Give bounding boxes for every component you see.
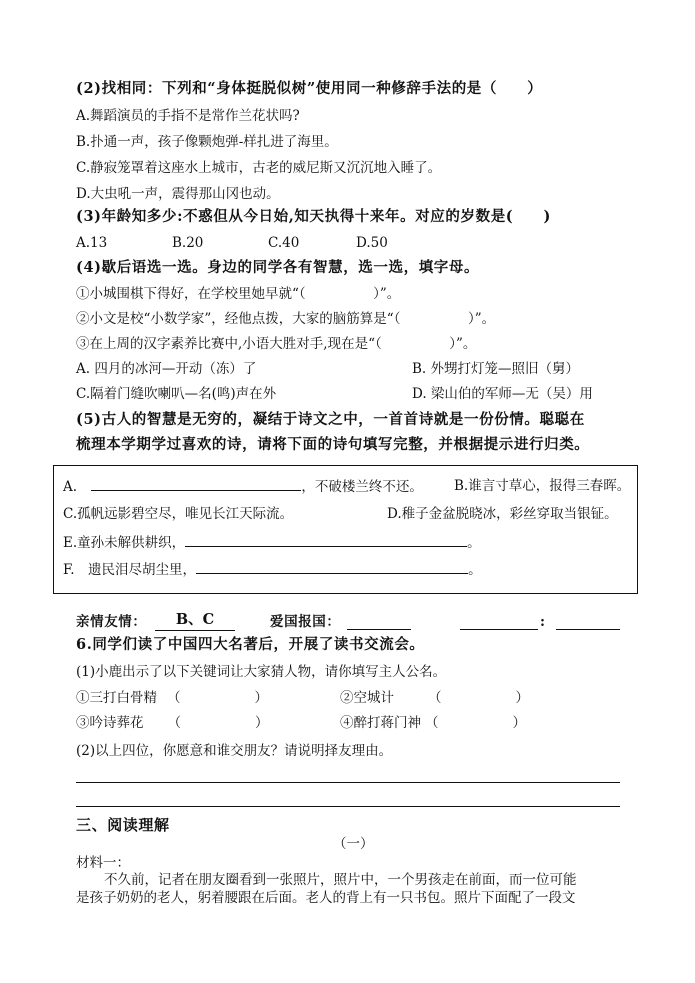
poem-a-label: A. xyxy=(63,479,78,495)
poem-f-end: 。 xyxy=(468,562,482,578)
q2-option-a: A.舞蹈演员的手指不是常作兰花状吗? xyxy=(76,108,300,124)
q6-item-3 xyxy=(76,713,269,733)
q4-option-d: D. 梁山伯的军师—无（吴）用 xyxy=(412,386,593,402)
q6-item-1 xyxy=(76,688,268,708)
country-answer-blank[interactable] xyxy=(347,611,411,630)
material-para-line-1: 不久前，记者在朋友圈看到一张照片，照片中，一个男孩走在前面，而一位可能 xyxy=(104,872,577,888)
q4-item-3: ③在上周的汉字素养比赛中,小语大胜对手,现在是“（ ）”。 xyxy=(76,336,477,352)
poem-c: C.孤帆远影碧空尽，唯见长江天际流。 xyxy=(63,506,294,522)
poem-e xyxy=(63,532,481,553)
q6-title: 6.同学们读了中国四大名著后，开展了读书交流会。 xyxy=(76,636,425,653)
poem-e-text: E.童孙未解供耕织， xyxy=(63,535,186,551)
paren-close: ） xyxy=(254,690,268,706)
poem-d: D.稚子金盆脱晓冰，彩丝穿取当银钲。 xyxy=(387,506,618,522)
poem-a-tail: ，不破楼兰终不还。 xyxy=(301,479,423,495)
q4-option-c: C.隔着门缝吹喇叭—名(鸣)声在外 xyxy=(76,386,277,402)
paren-open: （ xyxy=(167,690,181,706)
q6-sub-2: (2)以上四位，你愿意和谁交朋友？请说明择友理由。 xyxy=(76,743,393,759)
category-colon: : xyxy=(540,614,546,630)
country-label: 爱国报国： xyxy=(270,614,341,630)
paren-close: ） xyxy=(512,715,526,731)
poem-f xyxy=(63,559,482,580)
poem-b: B.谁言寸草心，报得三春晖。 xyxy=(454,478,631,494)
q6-item-4 xyxy=(340,713,526,733)
family-answer[interactable]: B、C xyxy=(155,610,235,631)
q6-item-2-label: ②空城计 xyxy=(340,690,394,706)
q3-option-b: B.20 xyxy=(172,235,204,251)
q3-stem: (3)年龄知多少:不惑但从今日始,知天执得十来年。对应的岁数是( ) xyxy=(76,208,551,225)
paren-open: （ xyxy=(428,690,442,706)
poem-f-text: F. 遗民泪尽胡尘里， xyxy=(63,562,197,578)
q4-stem: (4)歇后语选一选。身边的同学各有智慧，选一选，填字母。 xyxy=(76,259,480,276)
q4-item-1: ①小城围棋下得好，在学校里她早就“（ ）”。 xyxy=(76,286,401,302)
paren-open: （ xyxy=(425,715,439,731)
answer-line-1[interactable] xyxy=(76,782,620,783)
paren-open: （ xyxy=(167,715,181,731)
q4-item-2: ②小文是校“小数学家”，经他点拨，大家的脑筋算是“（ ）”。 xyxy=(76,311,496,327)
q6-item-2 xyxy=(340,688,529,708)
q6-item-1-label: ①三打白骨精 xyxy=(76,690,157,706)
q2-option-b: B.扑通一声，孩子像颗炮弹-样扎进了海里。 xyxy=(76,134,338,150)
material-label: 材料一： xyxy=(76,855,130,871)
section-3-part: （一） xyxy=(333,836,374,852)
q6-sub-1: (1)小鹿出示了以下关键词让大家猜人物，请你填写主人公名。 xyxy=(76,664,447,680)
q2-option-d: D.大虫吼一声，震得那山冈也动。 xyxy=(76,186,280,202)
family-label: 亲情友情： xyxy=(76,614,147,630)
q6-item-4-label: ④醉打蒋门神 xyxy=(340,715,421,731)
poem-e-end: 。 xyxy=(467,535,481,551)
q3-option-d: D.50 xyxy=(356,235,388,251)
material-para-line-2: 是孩子奶奶的老人，躬着腰跟在后面。老人的背上有一只书包。照片下面配了一段文 xyxy=(76,890,576,906)
q6-item-3-label: ③吟诗葬花 xyxy=(76,715,144,731)
q2-option-c: C.静寂笼罩着这座水上城市，古老的威尼斯又沉沉地入睡了。 xyxy=(76,160,442,176)
paren-close: ） xyxy=(255,715,269,731)
q5-line-2: 梳理本学期学过喜欢的诗，请将下面的诗句填写完整，并根据提示进行归类。 xyxy=(76,436,590,453)
q3-option-c: C.40 xyxy=(268,235,300,251)
section-3-heading: 三、阅读理解 xyxy=(76,816,170,834)
q3-option-a: A.13 xyxy=(76,235,108,251)
q4-option-b: B. 外甥打灯笼—照旧（舅） xyxy=(412,361,580,377)
category-name-blank[interactable] xyxy=(460,611,538,630)
poem-e-blank[interactable] xyxy=(185,532,467,547)
category-answer-blank[interactable] xyxy=(556,611,620,630)
answer-line-2[interactable] xyxy=(76,806,620,807)
q2-stem: (2)找相同：下列和“身体挺脱似树”使用同一种修辞手法的是（ ） xyxy=(76,80,543,97)
q4-option-a: A. 四月的冰河—开动（冻）了 xyxy=(76,361,257,377)
poem-a xyxy=(63,476,423,497)
paren-close: ） xyxy=(515,690,529,706)
poem-a-blank[interactable] xyxy=(91,476,301,491)
poem-f-blank[interactable] xyxy=(196,559,468,574)
q5-line-1: (5)古人的智慧是无穷的，凝结于诗文之中，一首首诗就是一份份情。聪聪在 xyxy=(76,411,585,428)
